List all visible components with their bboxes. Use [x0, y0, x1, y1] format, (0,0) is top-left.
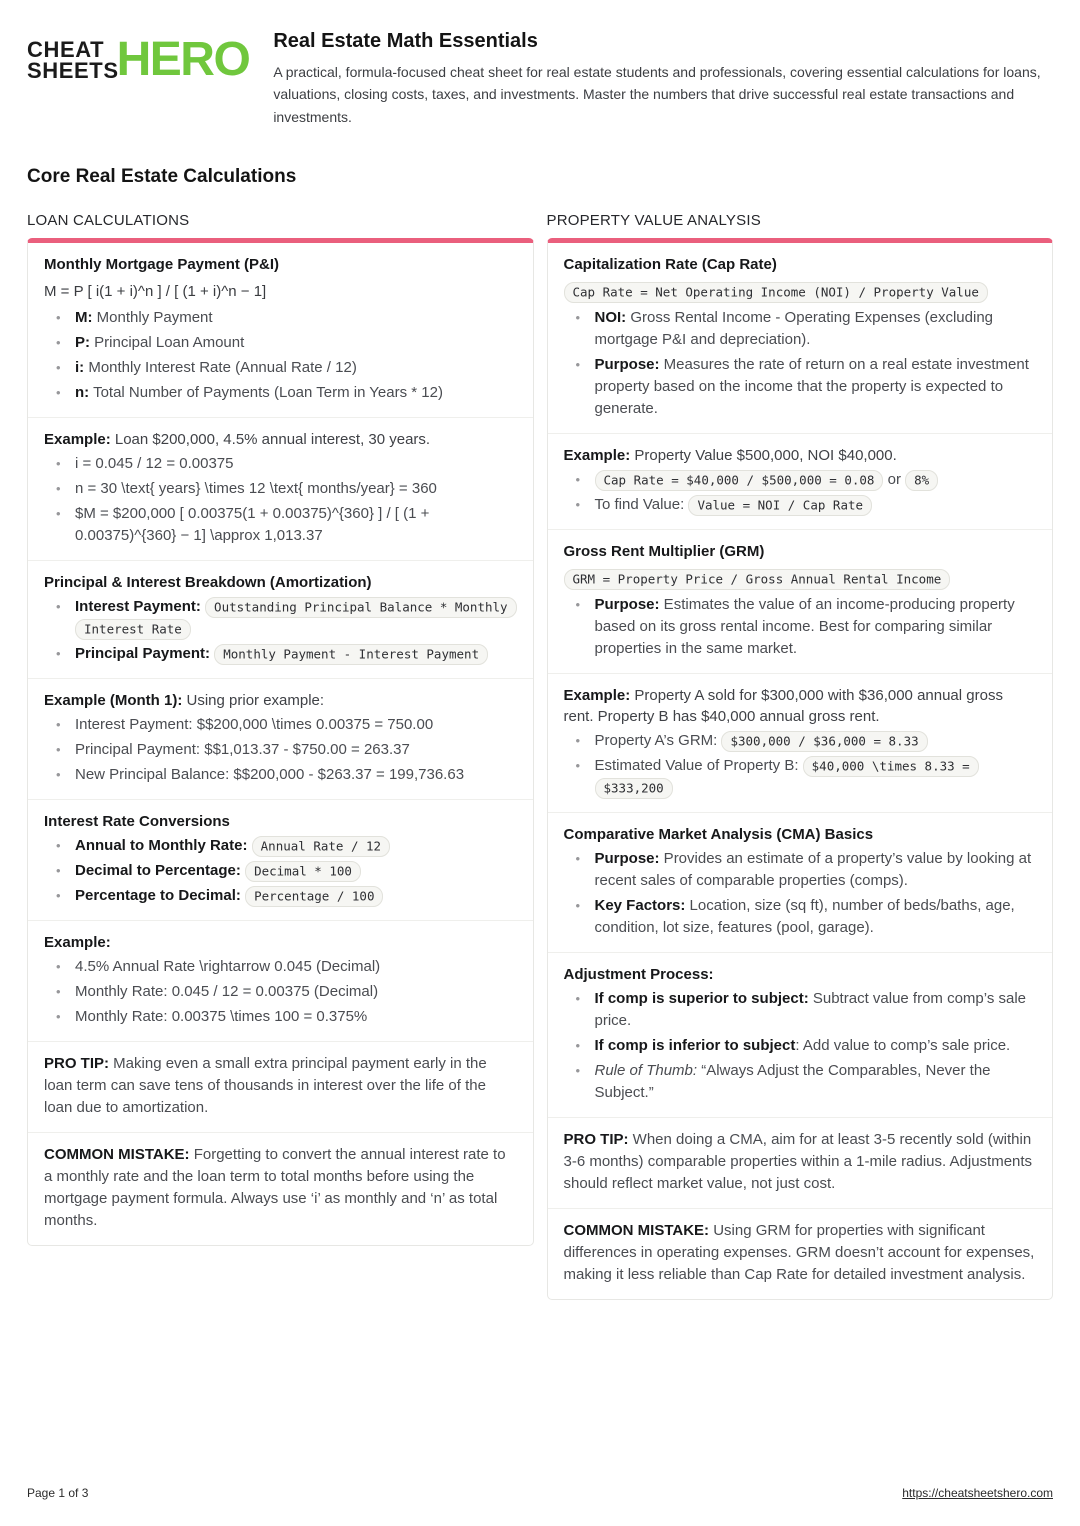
bullet-list	[564, 469, 1037, 516]
bullet-item	[44, 332, 517, 354]
text-run: Gross Rental Income - Operating Expenses (excluding mortgage P&I and depreciation).	[594, 309, 994, 349]
text-run: Principal Loan Amount	[90, 334, 245, 352]
card-section	[548, 812, 1053, 952]
text-run: Monthly Interest Rate (Annual Rate / 12)	[84, 359, 357, 377]
bold-text: Annual to Monthly Rate:	[75, 837, 252, 855]
column	[27, 212, 534, 1246]
bullet-item	[44, 357, 517, 379]
bold-text: Gross Rent Multiplier (GRM)	[563, 543, 765, 561]
text-run: Property Value $500,000, NOI $40,000.	[630, 447, 897, 465]
bullet-item	[564, 307, 1037, 351]
bullet-item	[44, 835, 517, 857]
card-section-title	[564, 445, 1037, 466]
card-section	[548, 243, 1053, 433]
section-title: Core Real Estate Calculations	[27, 166, 297, 188]
logo-line2: SHEETS	[27, 57, 119, 83]
bold-text: PRO TIP:	[563, 1131, 629, 1149]
bold-text: Example:	[44, 431, 111, 449]
bullet-item	[564, 755, 1037, 799]
text-run: i = 0.045 / 12 = 0.00375	[75, 455, 234, 473]
card-section	[28, 1041, 533, 1132]
formula-line	[564, 280, 1037, 304]
bullet-item	[564, 730, 1037, 752]
code-chip: Percentage / 100	[245, 886, 383, 907]
code-chip: 8%	[905, 470, 938, 491]
text-run: Monthly Rate: 0.045 / 12 = 0.00375 (Decimal)	[75, 983, 379, 1001]
text-run: Total Number of Payments (Loan Term in Years * 12)	[89, 384, 443, 402]
card-section-title	[564, 964, 1037, 985]
bullet-list	[564, 988, 1037, 1104]
code-chip: Decimal * 100	[245, 861, 361, 882]
bullet-item	[44, 956, 517, 978]
card-section-title	[564, 254, 1037, 275]
bullet-list	[44, 307, 517, 404]
page-title: Real Estate Math Essentials	[273, 30, 538, 52]
logo-wordmark	[27, 37, 119, 83]
bold-text: M:	[75, 309, 93, 327]
card-section	[28, 1132, 533, 1245]
card-section	[28, 799, 533, 920]
code-chip: Outstanding Principal Balance * Monthly Interest Rate	[75, 597, 517, 640]
bullet-list	[564, 594, 1037, 660]
bold-text: Example:	[563, 687, 631, 705]
card-section-title	[44, 811, 517, 832]
bullet-item	[564, 494, 1037, 516]
card-section	[548, 433, 1053, 529]
bullet-list	[564, 730, 1037, 799]
bullet-item	[44, 478, 517, 500]
code-chip: Cap Rate = $40,000 / $500,000 = 0.08	[595, 470, 884, 491]
bold-text: Adjustment Process:	[563, 966, 714, 984]
bold-text: Purpose:	[594, 850, 660, 868]
code-chip: Value = NOI / Cap Rate	[688, 495, 872, 516]
bullet-item	[564, 1035, 1037, 1057]
bold-text: Example:	[44, 934, 111, 952]
text-run: : Add value to comp’s sale price.	[795, 1037, 1011, 1055]
bullet-item	[564, 895, 1037, 939]
card-section-title	[564, 541, 1037, 562]
logo-line1: CHEAT	[27, 37, 105, 62]
bold-text: Example (Month 1):	[44, 692, 183, 710]
card-section-title	[564, 685, 1037, 727]
card-section-title	[44, 429, 517, 450]
card-section	[548, 673, 1053, 812]
code-chip: GRM = Property Price / Gross Annual Rental Income	[564, 569, 951, 590]
bullet-item	[564, 1060, 1037, 1104]
bold-text: Comparative Market Analysis (CMA) Basics	[563, 826, 874, 844]
bullet-item	[44, 453, 517, 475]
bold-text: P:	[75, 334, 90, 352]
bullet-list	[44, 835, 517, 907]
column-card	[27, 238, 534, 1246]
bullet-item	[564, 469, 1037, 491]
bullet-item	[44, 643, 517, 665]
bullet-item	[44, 503, 517, 547]
card-section-title	[564, 824, 1037, 845]
text-run: Property A’s GRM:	[594, 732, 722, 750]
text-run: Property A sold for $300,000 with $36,000 annual gross rent. Property B has $40,000 annual gross rent.	[563, 687, 1003, 726]
note-text	[44, 1144, 517, 1232]
logo-accent: HERO	[116, 33, 250, 87]
bold-text: NOI:	[594, 309, 627, 327]
bold-text: Percentage to Decimal:	[75, 887, 246, 905]
column-header: PROPERTY VALUE ANALYSIS	[546, 212, 761, 230]
bold-text: COMMON MISTAKE:	[44, 1146, 190, 1164]
bullet-item	[44, 714, 517, 736]
text-run: Estimates the value of an income-producing property based on its gross rental income. Best for comparing similar properties in the same market.	[594, 596, 1015, 658]
card-section-title	[44, 932, 517, 953]
bold-text: n:	[75, 384, 90, 402]
bullet-item	[44, 1006, 517, 1028]
bullet-list	[44, 596, 517, 665]
bold-text: Capitalization Rate (Cap Rate)	[563, 256, 777, 274]
bullet-item	[44, 885, 517, 907]
text-run: “Always Adjust the Comparables, Never the Subject.”	[594, 1062, 991, 1102]
text-run: or	[883, 471, 906, 489]
card-section	[548, 1208, 1053, 1299]
formula-line	[564, 567, 1037, 591]
title-block	[273, 24, 1053, 128]
text-run: n = 30 \text{ years} \times 12 \text{ months/year} = 360	[75, 480, 437, 498]
text-run: Forgetting to convert the annual interest rate to a monthly rate and the loan term to total months before using the mortgage payment formula. Always use ‘i’ as monthly and ‘n’ as total months.	[44, 1146, 506, 1230]
card-section	[28, 678, 533, 799]
bold-text: If comp is inferior to subject	[594, 1037, 796, 1055]
text-run: Interest Payment: $$200,000 \times 0.00375 = 750.00	[75, 716, 434, 734]
bullet-list	[44, 714, 517, 786]
text-run: Monthly Payment	[92, 309, 213, 327]
text-run: Measures the rate of return on a real estate investment property based on the income that the property is expected to generate.	[594, 356, 1029, 418]
text-run: Making even a small extra principal payment early in the loan term can save tens of thousands in interest over the life of the loan due to amortization.	[44, 1055, 487, 1117]
text-run: To find Value:	[594, 496, 689, 514]
bullet-item	[564, 354, 1037, 420]
text-run: New Principal Balance: $$200,000 - $263.37 = 199,736.63	[75, 766, 465, 784]
text-run: 4.5% Annual Rate \rightarrow 0.045 (Decimal)	[75, 958, 381, 976]
bold-text: Example:	[563, 447, 631, 465]
note-text	[44, 1053, 517, 1119]
italic-text: Rule of Thumb:	[594, 1062, 698, 1080]
bold-text: i:	[75, 359, 85, 377]
cheatsheetshero-logo	[27, 33, 250, 87]
bold-text: Monthly Mortgage Payment (P&I)	[44, 256, 280, 274]
text-run: Monthly Rate: 0.00375 \times 100 = 0.375%	[75, 1008, 368, 1026]
column-card	[547, 238, 1054, 1300]
card-section-title	[44, 254, 517, 275]
header	[27, 24, 1053, 128]
text-run: Loan $200,000, 4.5% annual interest, 30 years.	[110, 431, 431, 449]
card-section	[28, 920, 533, 1041]
text-run: When doing a CMA, aim for at least 3-5 recently sold (within 3-6 months) comparable properties within a 1-mile radius. Adjustments should reflect market value, not just cost.	[563, 1131, 1033, 1193]
card-section	[28, 560, 533, 678]
card-section	[548, 529, 1053, 673]
bold-text: Principal & Interest Breakdown (Amortization)	[44, 574, 372, 592]
note-text	[564, 1129, 1037, 1195]
page-number: Page 1 of 3	[27, 1486, 89, 1500]
card-section	[548, 1117, 1053, 1208]
bullet-list	[44, 956, 517, 1028]
site-link[interactable]: https://cheatsheetshero.com	[902, 1486, 1053, 1500]
code-chip: Monthly Payment - Interest Payment	[214, 644, 488, 665]
column	[547, 212, 1054, 1300]
footer	[27, 1486, 1053, 1500]
text-run: Provides an estimate of a property’s value by looking at recent sales of comparable properties (comps).	[594, 850, 1032, 890]
bullet-item	[564, 988, 1037, 1032]
bold-text: COMMON MISTAKE:	[563, 1222, 710, 1240]
bold-text: Purpose:	[594, 356, 660, 374]
bullet-item	[44, 860, 517, 882]
bullet-item	[564, 848, 1037, 892]
bullet-item	[564, 594, 1037, 660]
column-header: LOAN CALCULATIONS	[27, 212, 190, 230]
bold-text: Key Factors:	[594, 897, 686, 915]
card-section	[548, 952, 1053, 1117]
bullet-list	[44, 453, 517, 547]
text-run: M = P [ i(1 + i)^n ] / [ (1 + i)^n − 1]	[44, 283, 267, 301]
bold-text: Purpose:	[594, 596, 660, 614]
bold-text: PRO TIP:	[44, 1055, 110, 1073]
text-run: Location, size (sq ft), number of beds/baths, age, condition, lot size, features (pool, garage).	[594, 897, 1015, 937]
card-section	[28, 243, 533, 417]
note-text	[564, 1220, 1037, 1286]
page-description: A practical, formula-focused cheat sheet for real estate students and professionals, covering essential calculations for loans, valuations, closing costs, taxes, and investments. Master the numbers that drive successful real estate transactions and investments.	[273, 64, 1041, 125]
bullet-item	[44, 981, 517, 1003]
text-run: Using GRM for properties with significant differences in operating expenses. GRM doesn’t account for expenses, making it less reliable than Cap Rate for detailed investment analysis.	[563, 1222, 1035, 1284]
bullet-item	[44, 764, 517, 786]
text-run: Using prior example:	[182, 692, 325, 710]
code-chip: Cap Rate = Net Operating Income (NOI) / Property Value	[564, 282, 988, 303]
formula-line	[44, 280, 517, 304]
bold-text: Interest Rate Conversions	[44, 813, 230, 831]
bullet-item	[44, 307, 517, 329]
text-run: $M = $200,000 [ 0.00375(1 + 0.00375)^{360} ] / [ (1 + 0.00375)^{360} − 1] \approx 1,013.37	[75, 505, 430, 545]
code-chip: Annual Rate / 12	[252, 836, 390, 857]
code-chip: $300,000 / $36,000 = 8.33	[721, 731, 927, 752]
bullet-item	[44, 739, 517, 761]
card-section-title	[44, 690, 517, 711]
bullet-item	[44, 382, 517, 404]
card-section	[28, 417, 533, 560]
code-chip: $40,000 \times 8.33 = $333,200	[595, 756, 979, 799]
bold-text: Decimal to Percentage:	[75, 862, 246, 880]
bullet-item	[44, 596, 517, 640]
bullet-list	[564, 307, 1037, 420]
bullet-list	[564, 848, 1037, 939]
card-section-title	[44, 572, 517, 593]
bold-text: Principal Payment:	[75, 645, 215, 663]
bold-text: If comp is superior to subject:	[594, 990, 809, 1008]
text-run: Subtract value from comp’s sale price.	[594, 990, 1027, 1030]
columns	[27, 212, 1053, 1300]
bold-text: Interest Payment:	[75, 598, 206, 616]
text-run: Estimated Value of Property B:	[594, 757, 803, 775]
text-run: Principal Payment: $$1,013.37 - $750.00 = 263.37	[75, 741, 410, 759]
